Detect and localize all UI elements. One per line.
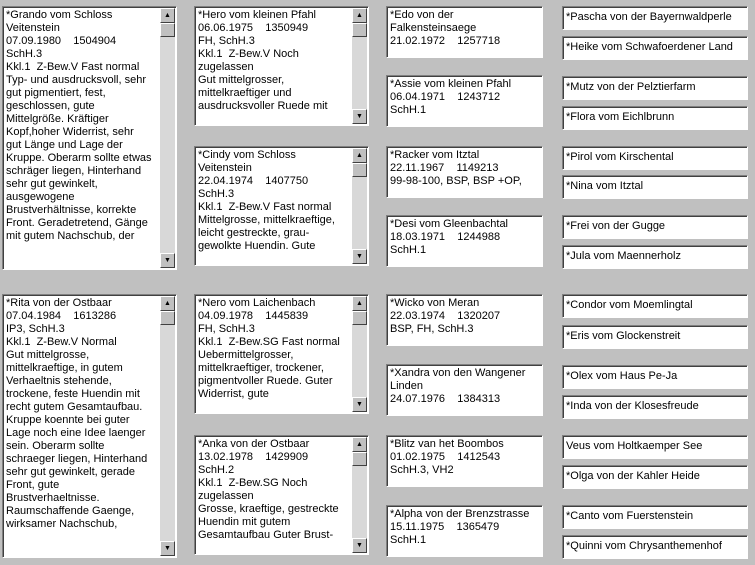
- ancestor-name: *Quinni vom Chrysanthemenhof: [566, 540, 722, 552]
- grandsire-2-textbox[interactable]: [194, 294, 369, 414]
- ancestor-name: Veus vom Holtkaemper See: [566, 440, 703, 452]
- ancestor-text: *Wicko von Meran 22.03.1974 1320207 BSP, FH, SchH.3: [390, 297, 501, 335]
- scrollbar[interactable]: [160, 8, 175, 268]
- ancestor-name-box[interactable]: [562, 36, 748, 60]
- scroll-thumb[interactable]: [160, 311, 175, 325]
- ancestor-name-box[interactable]: [562, 76, 748, 100]
- ancestor-name-box[interactable]: [562, 146, 748, 170]
- granddam-2-textbox[interactable]: [194, 435, 369, 555]
- ancestor-box[interactable]: [386, 364, 543, 416]
- ancestor-name-box[interactable]: [562, 435, 748, 459]
- ancestor-name-box[interactable]: [562, 395, 748, 419]
- ancestor-name: *Nina vom Itztal: [566, 180, 644, 192]
- ancestor-text: *Assie vom kleinen Pfahl 06.04.1971 1243712 SchH.1: [390, 78, 512, 116]
- grandsire-1-textbox[interactable]: [194, 6, 369, 126]
- scrollbar[interactable]: [352, 148, 367, 264]
- ancestor-name: *Pirol vom Kirschental: [566, 151, 674, 163]
- ancestor-text: *Desi vom Gleenbachtal 18.03.1971 1244988 SchH.1: [390, 218, 509, 256]
- ancestor-name-box[interactable]: [562, 535, 748, 559]
- ancestor-name-box[interactable]: [562, 6, 748, 30]
- ancestor-name: *Flora vom Eichlbrunn: [566, 111, 675, 123]
- scrollbar[interactable]: [352, 437, 367, 553]
- grandsire-2-text: *Nero vom Laichenbach 04.09.1978 1445839 FH, SchH.3 Kkl.1 Z-Bew.SG Fast normal Uebermittelgrosser, mittelkraeftiger, trockener, pigmentvoller Ruede. Guter Widerrist, gute: [198, 297, 340, 400]
- scroll-up-icon[interactable]: ▲: [160, 296, 175, 311]
- granddam-1-textbox[interactable]: [194, 146, 369, 266]
- scroll-thumb[interactable]: [160, 23, 175, 37]
- scroll-thumb[interactable]: [352, 452, 367, 466]
- ancestor-text: *Edo von der Falkensteinsaege 21.02.1972 1257718: [390, 9, 501, 47]
- ancestor-name-box[interactable]: [562, 245, 748, 269]
- ancestor-name: *Canto vom Fuerstenstein: [566, 510, 694, 522]
- scroll-thumb[interactable]: [352, 311, 367, 325]
- ancestor-text: *Alpha von der Brenzstrasse 15.11.1975 1365479 SchH.1: [390, 508, 530, 546]
- scroll-up-icon[interactable]: ▲: [352, 148, 367, 163]
- granddam-2-text: *Anka von der Ostbaar 13.02.1978 1429909 SchH.2 Kkl.1 Z-Bew.SG Noch zugelassen Grosse, kraeftige, gestreckte Huendin mit gutem Gesamtaufbau Guter Brust-: [198, 438, 339, 541]
- ancestor-name-box[interactable]: [562, 175, 748, 199]
- scroll-thumb[interactable]: [352, 23, 367, 37]
- ancestor-name: *Heike vom Schwafoerdener Land: [566, 41, 733, 53]
- ancestor-text: *Xandra von den Wangener Linden 24.07.1976 1384313: [390, 367, 526, 405]
- ancestor-name: *Jula vom Maennerholz: [566, 250, 681, 262]
- ancestor-name: *Eris vom Glockenstreit: [566, 330, 681, 342]
- scroll-up-icon[interactable]: ▲: [352, 437, 367, 452]
- ancestor-name: *Mutz von der Pelztierfarm: [566, 81, 696, 93]
- scroll-down-icon[interactable]: ▼: [160, 253, 175, 268]
- scroll-down-icon[interactable]: ▼: [160, 541, 175, 556]
- dam-1-textbox[interactable]: [2, 294, 177, 558]
- scroll-down-icon[interactable]: ▼: [352, 397, 367, 412]
- ancestor-name: *Olex vom Haus Pe-Ja: [566, 370, 678, 382]
- ancestor-box[interactable]: [386, 146, 543, 198]
- ancestor-box[interactable]: [386, 215, 543, 267]
- scrollbar[interactable]: [352, 296, 367, 412]
- ancestor-name-box[interactable]: [562, 505, 748, 529]
- ancestor-name: *Pascha von der Bayernwaldperle: [566, 11, 732, 23]
- scroll-down-icon[interactable]: ▼: [352, 249, 367, 264]
- ancestor-box[interactable]: [386, 505, 543, 557]
- ancestor-name-box[interactable]: [562, 294, 748, 318]
- ancestor-name: *Condor vom Moemlingtal: [566, 299, 693, 311]
- scroll-up-icon[interactable]: ▲: [352, 296, 367, 311]
- sire-1-text: *Grando vom Schloss Veitenstein 07.09.1980 1504904 SchH.3 Kkl.1 Z-Bew.V Fast normal Typ- und ausdrucksvoll, sehr gut pigmentiert, fest, geschlossen, gute Mittelgröße. Kräftiger Kopf,hoher Widerrist, sehr gut Länge und Lage der Kruppe. Oberarm sollte etwas schräger liegen, Hinterhand sehr gut gewinkelt, ausgewogene Brustverhältnisse, korrekte Front. Geradetretend, Gänge mit gutem Nachschub, der: [6, 9, 152, 242]
- scroll-down-icon[interactable]: ▼: [352, 538, 367, 553]
- scroll-down-icon[interactable]: ▼: [352, 109, 367, 124]
- sire-1-textbox[interactable]: [2, 6, 177, 270]
- scroll-thumb[interactable]: [352, 163, 367, 177]
- grandsire-1-text: *Hero vom kleinen Pfahl 06.06.1975 1350949 FH, SchH.3 Kkl.1 Z-Bew.V Noch zugelassen Gut mittelgrosser, mittelkraeftiger und ausdrucksvoller Ruede mit: [198, 9, 328, 112]
- ancestor-text: *Racker vom Itztal 22.11.1967 1149213 99-98-100, BSP, BSP +OP,: [390, 149, 522, 187]
- scrollbar[interactable]: [160, 296, 175, 556]
- scrollbar[interactable]: [352, 8, 367, 124]
- ancestor-name-box[interactable]: [562, 215, 748, 239]
- ancestor-name-box[interactable]: [562, 325, 748, 349]
- ancestor-name-box[interactable]: [562, 106, 748, 130]
- dam-1-text: *Rita von der Ostbaar 07.04.1984 1613286 IP3, SchH.3 Kkl.1 Z-Bew.V Normal Gut mittelgrosse, mittelkraeftige, in gutem Verhaeltnis stehende, trockene, feste Huendin mit recht gutem Gesamtaufbau. Kruppe koennte bei guter Lage noch eine Idee laenger sein. Oberarm sollte schraeger liegen, Hinterhand sehr gut gewinkelt, gerade Front, gute Brustverhaeltnisse. Raumschaffende Gaenge, wirksamer Nachschub,: [6, 297, 148, 530]
- ancestor-box[interactable]: [386, 75, 543, 127]
- ancestor-name: *Inda von der Klosesfreude: [566, 400, 699, 412]
- ancestor-name-box[interactable]: [562, 465, 748, 489]
- ancestor-box[interactable]: [386, 6, 543, 58]
- scroll-up-icon[interactable]: ▲: [160, 8, 175, 23]
- scroll-up-icon[interactable]: ▲: [352, 8, 367, 23]
- ancestor-box[interactable]: [386, 435, 543, 487]
- ancestor-name: *Olga von der Kahler Heide: [566, 470, 700, 482]
- ancestor-name: *Frei von der Gugge: [566, 220, 666, 232]
- ancestor-box[interactable]: [386, 294, 543, 346]
- ancestor-text: *Blitz van het Boombos 01.02.1975 1412543 SchH.3, VH2: [390, 438, 504, 476]
- granddam-1-text: *Cindy vom Schloss Veitenstein 22.04.1974 1407750 SchH.3 Kkl.1 Z-Bew.V Fast normal Mittelgrosse, mittelkraeftige, leicht gestreckte, grau- gewolkte Huendin. Gute: [198, 149, 335, 252]
- ancestor-name-box[interactable]: [562, 365, 748, 389]
